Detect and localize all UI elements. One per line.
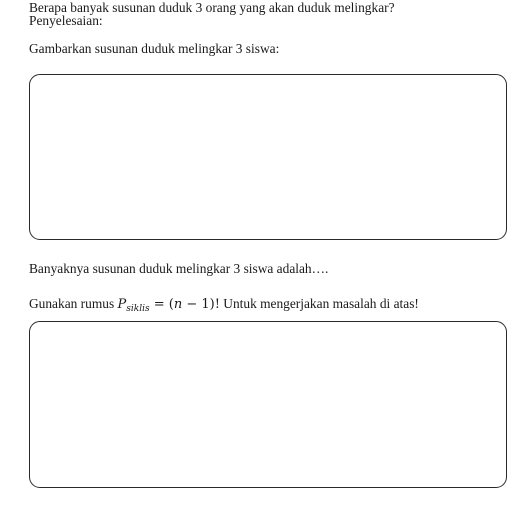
question-text: Berapa banyak susunan duduk 3 orang yang akan duduk melingkar? [29,0,395,15]
formula-expression [118,297,220,312]
drawing-instruction: Gambarkan susunan duduk melingkar 3 siswa: [29,41,280,56]
formula-variable: P [117,297,127,312]
formula-answer-box[interactable] [29,321,507,488]
formula-subscript: siklis [126,304,150,314]
formula-prefix: Gunakan rumus [29,296,118,311]
formula-instruction [29,297,419,313]
formula-n: n [173,297,183,312]
formula-rest: − 1)! [182,297,220,312]
formula-equals: = ( [149,297,174,312]
formula-suffix: Untuk mengerjakan masalah di atas! [219,296,419,311]
arrangement-count-statement: Banyaknya susunan duduk melingkar 3 siswa adalah…. [29,261,329,276]
solution-label: Penyelesaian: [29,13,103,28]
drawing-answer-box[interactable] [29,74,507,240]
